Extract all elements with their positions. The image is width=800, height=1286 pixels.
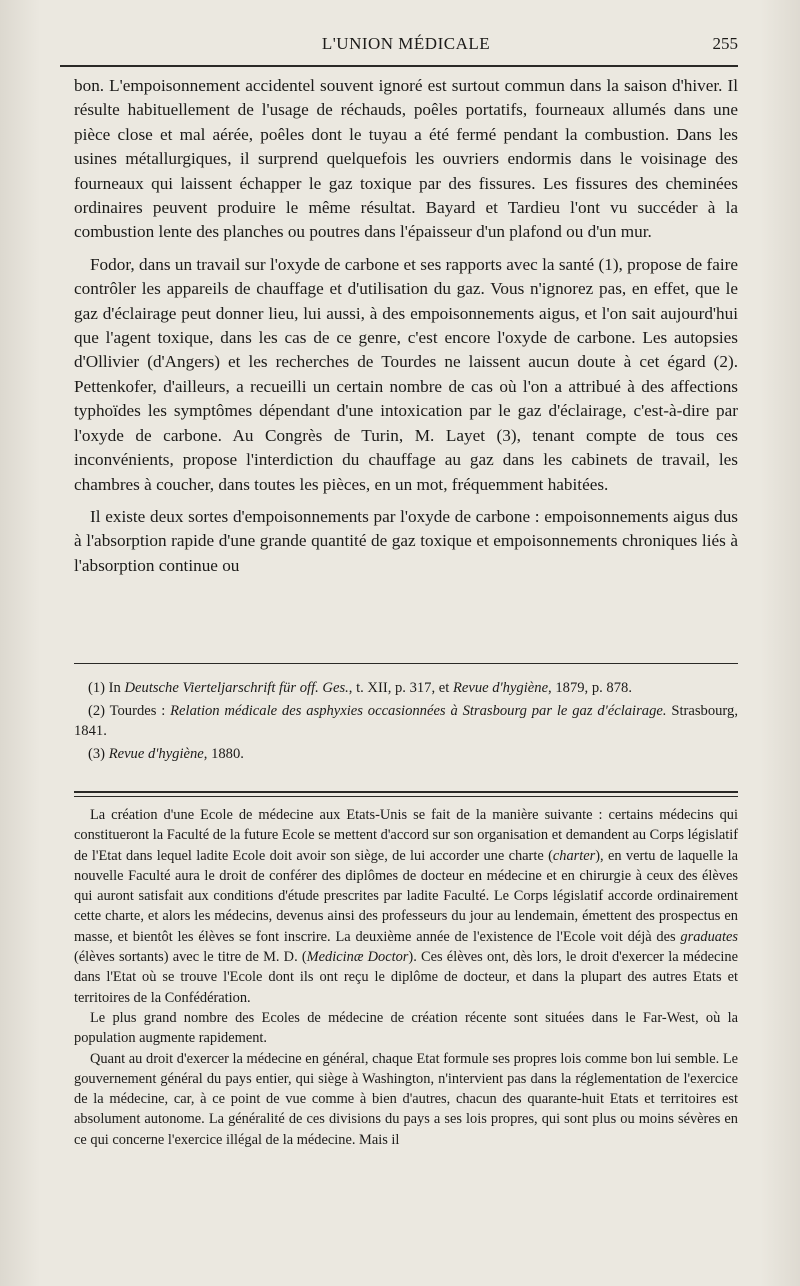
footnote-1-journal-2: Revue d'hygiène <box>452 680 549 696</box>
lower-text-run: (élèves sortants) avec le titre de M. D. ( <box>74 949 307 966</box>
main-text <box>74 74 738 578</box>
footnote-1-text: , t. XII, p. 317, et <box>348 680 453 696</box>
lower-text-run: ). Ces élèves ont, dès lors, le droit d'exercer la médecine dans l'Etat où se trouve l'Ecole dont ils ont reçu le diplôme de docteur, et dans la plupart des autres Etats et territoires de la Confédération. <box>74 949 738 1006</box>
body-paragraph-3: Il existe deux sortes d'empoisonnements par l'oxyde de carbone : empoisonnements aigus dus à l'absorption rapide d'une grande quantité de gaz toxique et empoisonnements chroniques liés à l'absorption continue ou <box>74 506 738 575</box>
footnote-3-number: (3) <box>88 745 106 762</box>
journal-title: L'UNION MÉDICALE <box>321 34 491 53</box>
header-rule <box>60 65 738 67</box>
footnote-1-text: , 1879, p. 878. <box>548 680 632 696</box>
lower-paragraph-2: Le plus grand nombre des Ecoles de médecine de création récente sont situées dans le Far-West, où la population augmente rapidement. <box>74 1009 738 1047</box>
footnote-3 <box>74 744 738 765</box>
body-paragraph-1: bon. L'empoisonnement accidentel souvent ignoré est surtout commun dans la saison d'hiver. Il résulte habituellement de l'usage de réchauds, poêles portatifs, fourneaux allumés dans une pièce close et mal aérée, poêles dont le tuyau a été fermé pendant la combustion. Dans les usines métallurgiques, il surprend quelquefois les ouvriers endormis dans le voisinage des fourneaux qui laissent échapper le gaz toxique par des fissures. Les fissures des cheminées ordinaires peuvent produire le même résultat. Bayard et Tardieu l'ont vu succéder à la combustion lente des planches ou poutres dans l'épaisseur d'un plafond ou d'un mur. <box>74 76 738 242</box>
footnote-1-journal: Deutsche Vierteljarschrift für off. Ges. <box>124 680 349 696</box>
footnote-1-number: (1) <box>88 680 106 696</box>
footnote-2-text: Strasbourg, 1841. <box>74 702 738 739</box>
footnote-1 <box>74 678 738 699</box>
footnote-2-text: Tourdes : <box>105 702 171 719</box>
lower-italic-term: Medicinæ Doctor <box>306 949 409 966</box>
footnote-2-number: (2) <box>88 702 106 719</box>
lower-paragraph-3: Quant au droit d'exercer la médecine en général, chaque Etat formule ses propres lois comme bon lui semble. Le gouvernement général du pays entier, qui siège à Washington, n'intervient pas dans la réglementation de l'exercice de la médecine, car, à ce point de vue comme à bien d'autres, chacun des quarante-huit Etats et territoires est absolument autonome. La généralité de ces divisions du pays a ses lois propres, qui sont plus ou moins sévères en ce qui concerne l'exercice illégal de la médecine. Mais il <box>74 1050 738 1148</box>
lower-paragraph-1 <box>74 805 738 1008</box>
lower-italic-term: graduates <box>680 928 738 945</box>
footnotes <box>74 678 738 766</box>
lower-article <box>74 805 738 1150</box>
section-rule-thick <box>74 791 738 793</box>
footnote-3-text: , 1880. <box>203 745 244 762</box>
footnote-2-title: Relation médicale des asphyxies occasionnées à Strasbourg par le gaz d'éclairage. <box>170 702 667 719</box>
footnote-3-journal: Revue d'hygiène <box>108 745 204 762</box>
body-paragraph-2: Fodor, dans un travail sur l'oxyde de carbone et ses rapports avec la santé (1), propose de faire contrôler les appareils de chauffage et d'utilisation du gaz. Vous n'ignorez pas, en effet, que le gaz d'éclairage peut donner lieu, lui aussi, à des empoisonnements aigus, et l'on sait aujourd'hui que l'agent toxique, dans les cas de ce genre, c'est encore l'oxyde de carbone. Les autopsies d'Ollivier (d'Angers) et les recherches de Tourdes ne laissent aucun doute à cet égard (2). Pettenkofer, d'ailleurs, a recueilli un certain nombre de cas où l'on a attribué à des affections typhoïdes les symptômes dépendant d'une intoxication par le gaz d'éclairage, c'est-à-dire par l'oxyde de carbone. Au Congrès de Turin, M. Layet (3), tenant compte de tous ces inconvénients, propose l'interdiction du chauffage au gaz dans les cabinets de travail, les chambres à coucher, dans toutes les pièces, en un mot, fréquemment habitées. <box>74 254 738 494</box>
running-head <box>74 32 738 62</box>
footnote-rule <box>74 663 738 664</box>
footnote-2 <box>74 701 738 742</box>
section-rule-thin <box>74 796 738 797</box>
lower-text-run: ), en vertu de laquelle la nouvelle Faculté aura le droit de conférer des diplômes de docteur en médecine et en chirurgie à ceux des élèves qui auront satisfait aux conditions d'étude prescrites par ladite Faculté. Le Corps législatif accorde ordinairement cette charte, et alors les médecins, devenus ainsi des professeurs du jour au lendemain, émettent des prospectus en masse, et bientôt les élèves se font inscrire. La deuxième année de l'existence de l'Ecole voit déjà des <box>74 847 738 945</box>
footnote-1-text: In <box>105 680 125 696</box>
lower-text-run: La création d'une Ecole de médecine aux Etats-Unis se fait de la manière suivante : certains médecins qui constitueront la Faculté de la future Ecole se mettent d'accord sur son organisation et demandent au Corps législatif de l'Etat dans lequel ladite Ecole doit avoir son siège, de lui accorder une charte ( <box>74 807 738 864</box>
lower-italic-term: charter <box>552 847 596 864</box>
page-number: 255 <box>712 34 738 53</box>
